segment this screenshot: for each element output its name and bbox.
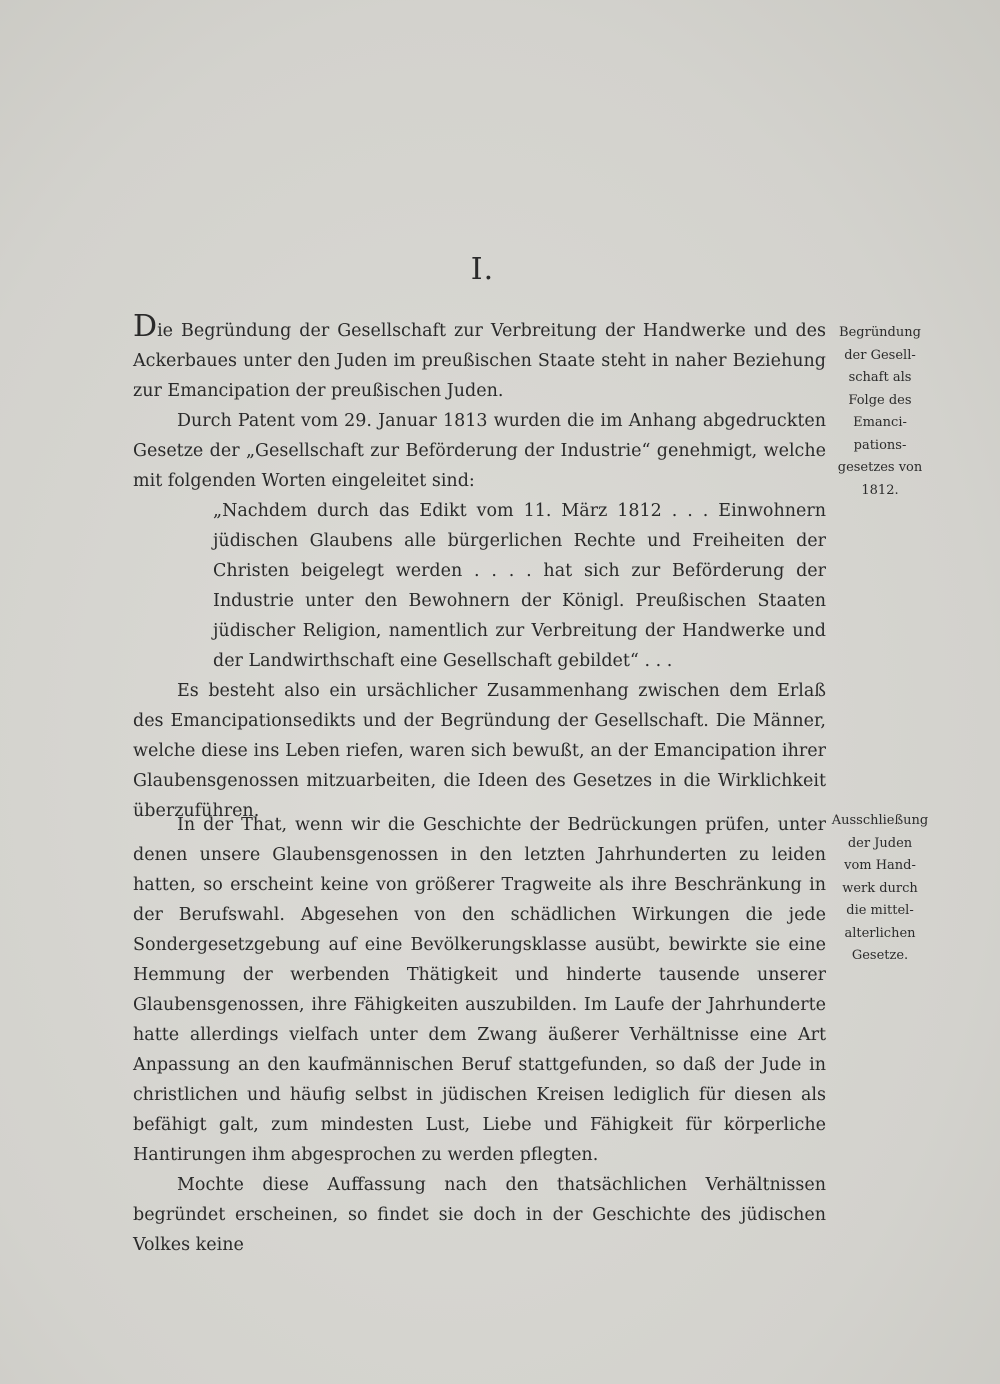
paragraph-2: Durch Patent vom 29. Januar 1813 wurden die im Anhang abgedruckten Gesetze der „Gesellschaft zur Beförderung der Industrie“ genehmigt, welche mit folgenden Worten eingeleitet sind: [133, 411, 826, 491]
margin-note-line: Ausschließung [831, 813, 929, 828]
margin-note-line: Folge des [848, 392, 912, 408]
section-2 [133, 810, 826, 1260]
margin-note-line: Begründung [839, 325, 921, 340]
margin-note-line: die mittel- [846, 903, 914, 918]
margin-note-line: Gesetze. [851, 948, 909, 963]
margin-note-2 [830, 810, 930, 968]
paragraph-3: Es besteht also ein ursächlicher Zusammenhang zwischen dem Erlaß des Emancipationsedikts und der Begründung der Gesellschaft. Die Männer, welche diese ins Leben riefen, waren sich bewußt, an der Emancipation ihrer Glaubensgenossen mitzuarbeiten, die Ideen des Gesetzes in die Wirklichkeit überzuführen. [133, 681, 826, 821]
margin-note-line: 1812. [861, 482, 899, 498]
margin-note-line: werk durch [842, 880, 918, 896]
paragraph-5: Mochte diese Auffassung nach den thatsächlichen Verhältnissen begründet erscheinen, so findet sie doch in der Geschichte des jüdischen Volkes keine [133, 1175, 826, 1255]
margin-note-line: der Juden [847, 835, 913, 851]
margin-note-line: schaft als [848, 370, 912, 385]
margin-note-line: alterlichen [844, 925, 916, 941]
paragraph-1-text: ie Begründung der Gesellschaft zur Verbreitung der Handwerke und des Ackerbaues unter den Juden im preußischen Staate steht in naher Beziehung zur Emancipation der preußischen Juden. [133, 321, 826, 401]
chapter-heading: I. [470, 252, 495, 287]
margin-note-line: pations- [853, 437, 907, 453]
margin-note-1 [830, 322, 930, 502]
paragraph-4: In der That, wenn wir die Geschichte der Bedrückungen prüfen, unter denen unsere Glaubensgenossen in den letzten Jahrhunderten zu leiden hatten, so erscheint keine von größerer Tragweite als ihre Beschränkung in der Berufswahl. Abgesehen von den schädlichen Wirkungen die jede Sondergesetzgebung auf eine Bevölkerungsklasse ausübt, bewirkte sie eine Hemmung der werbenden Thätigkeit und hinderte tausende unserer Glaubensgenossen, ihre Fähigkeiten auszubilden. Im Laufe der Jahrhunderte hatte allerdings vielfach unter dem Zwang äußerer Verhältnisse eine Art Anpassung an den kaufmännischen Beruf stattgefunden, so daß der Jude in christlichen und häufig selbst in jüdischen Kreisen lediglich für diesen als befähigt galt, zum mindesten Lust, Liebe und Fähigkeit für körperliche Hantirungen ihm abgesprochen zu werden pflegten. [133, 815, 826, 1165]
section-1 [133, 309, 826, 826]
margin-note-line: der Gesell- [844, 347, 916, 363]
margin-note-line: Emanci- [853, 415, 907, 430]
quotation: „Nachdem durch das Edikt vom 11. März 1812 . . . Einwohnern jüdischen Glaubens alle bürgerlichen Rechte und Freiheiten der Christen beigelegt werden . . . . hat sich zur Beförderung der Industrie unter den Bewohnern der Königl. Preußischen Staaten jüdischer Religion, namentlich zur Verbreitung der Handwerke und der Landwirthschaft eine Gesellschaft gebildet“ . . . [213, 501, 826, 671]
margin-note-line: vom Hand- [844, 858, 916, 873]
drop-cap: D [133, 309, 158, 344]
margin-note-line: gesetzes von [837, 460, 923, 475]
paragraph-1 [133, 309, 826, 406]
